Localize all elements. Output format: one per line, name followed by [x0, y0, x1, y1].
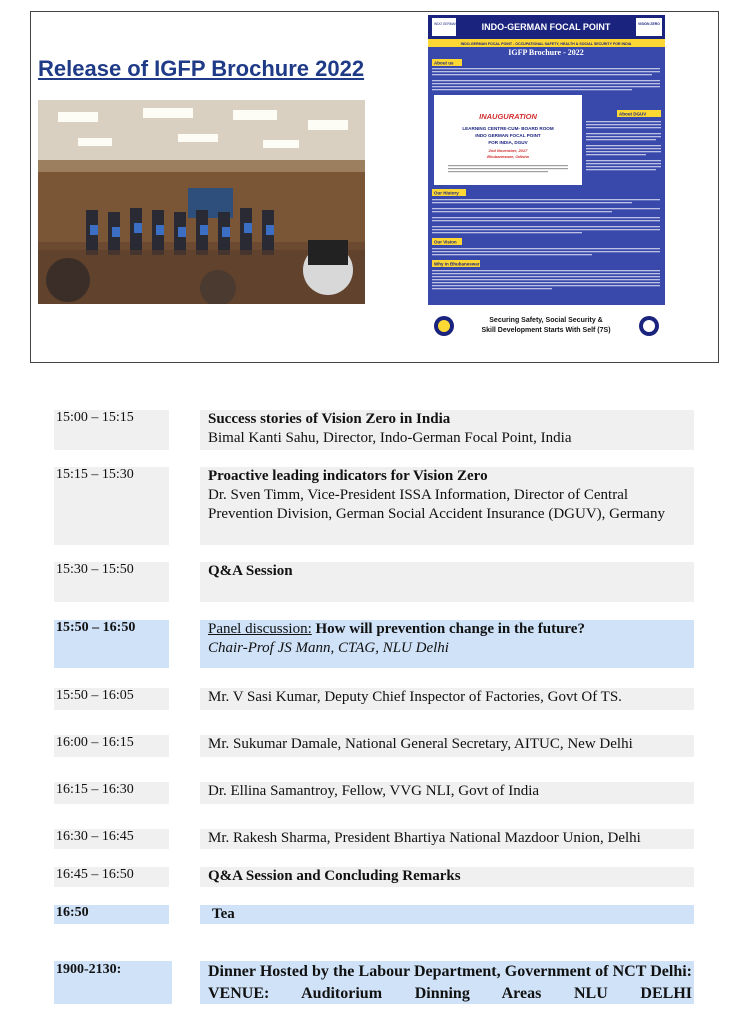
agenda-time-cell	[54, 688, 169, 710]
agenda-row	[54, 867, 694, 887]
brochure-footer-line1: Securing Safety, Social Security &	[489, 317, 603, 324]
agenda-title: Success stories of Vision Zero in India	[208, 411, 451, 427]
brochure-title: IGFP Brochure - 2022	[508, 48, 584, 57]
agenda-time-cell	[54, 905, 169, 924]
agenda-row	[54, 782, 694, 804]
brochure-section-history: Our History	[434, 190, 459, 196]
agenda-row	[54, 735, 694, 757]
agenda-time-cell	[54, 782, 169, 804]
brochure-footer-line2: Skill Development Starts With Self (7S)	[481, 327, 611, 334]
agenda-time-cell	[54, 467, 169, 545]
brochure-logo-right: VISION ZERO	[638, 22, 660, 26]
agenda-row-dinner	[54, 961, 694, 1004]
agenda-row	[54, 410, 694, 450]
agenda-desc-cell	[200, 562, 694, 602]
brochure-section-vision: Our Vision	[434, 239, 457, 245]
agenda-detail: Dr. Sven Timm, Vice-President ISSA Information, Director of Central Prevention Division, German Social Accident Insurance (DGUV), Germany	[208, 487, 665, 522]
agenda-desc-cell	[200, 961, 694, 1004]
agenda-title: Q&A Session	[208, 563, 293, 579]
release-title: Release of IGFP Brochure 2022	[38, 56, 365, 81]
agenda-desc-cell	[200, 467, 694, 545]
agenda-desc-cell	[200, 867, 694, 887]
brochure-inauguration-line3: FOR INDIA, DGUV	[488, 140, 528, 145]
brochure-section-about: About us	[434, 60, 454, 66]
panel-chair: Chair-Prof JS Mann, CTAG, NLU Delhi	[208, 640, 449, 656]
brochure-inauguration-line1: LEARNING CENTRE-CUM- BOARD ROOM	[462, 126, 554, 131]
agenda-desc-cell	[200, 782, 694, 804]
brochure-inauguration-line2: INDO GERMAN FOCAL POINT	[475, 133, 541, 138]
agenda-time: 16:30 – 16:45	[56, 829, 134, 844]
brochure-logo-left: INDO GERMAN FOCAL POINT	[434, 22, 479, 26]
brochure-inauguration-heading: INAUGURATION	[479, 112, 537, 121]
agenda-time-cell	[54, 620, 169, 668]
agenda-desc-cell	[200, 829, 694, 849]
agenda-time: 15:50 – 16:05	[56, 688, 134, 703]
agenda-detail: Mr. Sukumar Damale, National General Secretary, AITUC, New Delhi	[208, 736, 633, 752]
agenda-row-tea	[54, 905, 694, 924]
agenda-time: 16:45 – 16:50	[56, 867, 134, 882]
agenda-desc-cell	[200, 410, 694, 450]
panel-label: Panel discussion:	[208, 621, 312, 637]
brochure-header: INDO-GERMAN FOCAL POINT	[481, 22, 611, 32]
brochure-section-why: Why in Bhubaneswar	[434, 261, 480, 267]
agenda-time-cell	[54, 562, 169, 602]
agenda-detail: Mr. V Sasi Kumar, Deputy Chief Inspector of Factories, Govt Of TS.	[208, 689, 622, 705]
agenda-desc	[208, 620, 692, 658]
agenda-row-panel	[54, 620, 694, 668]
agenda-detail: Dr. Ellina Samantroy, Fellow, VVG NLI, Govt of India	[208, 783, 540, 799]
agenda-title: Q&A Session and Concluding Remarks	[208, 868, 461, 884]
agenda-desc	[208, 410, 692, 448]
agenda-time-cell	[54, 961, 172, 1004]
agenda-time-cell	[54, 829, 169, 849]
agenda-time: 16:15 – 16:30	[56, 782, 134, 797]
agenda-desc-cell	[200, 688, 694, 710]
agenda-time: 15:30 – 15:50	[56, 562, 134, 577]
agenda-detail: Mr. Rakesh Sharma, President Bhartiya National Mazdoor Union, Delhi	[208, 830, 641, 846]
agenda-time: 1900-2130:	[56, 962, 122, 977]
agenda-row	[54, 688, 694, 710]
agenda-time-cell	[54, 735, 169, 757]
brochure-inauguration-date: 2nd November, 2017	[488, 148, 528, 153]
agenda-time: 16:50	[56, 905, 89, 920]
agenda-row	[54, 467, 694, 545]
agenda-row	[54, 829, 694, 849]
brochure-inauguration-place: Bhubaneswar, Odisha	[487, 154, 529, 159]
agenda-detail: Tea	[212, 906, 235, 922]
panel-question: How will prevention change in the future?	[311, 621, 585, 637]
agenda-title: Proactive leading indicators for Vision Zero	[208, 468, 488, 484]
agenda-row	[54, 562, 694, 602]
agenda-desc-cell	[200, 905, 694, 924]
agenda-time: 15:15 – 15:30	[56, 467, 134, 482]
agenda-title: Dinner Hosted by the Labour Department, Government of NCT Delhi: VENUE: Auditorium Dinning Areas NLU DELHI	[208, 963, 692, 1002]
agenda-time: 15:00 – 15:15	[56, 410, 134, 425]
agenda-time: 15:50 – 16:50	[56, 620, 136, 635]
agenda-detail: Bimal Kanti Sahu, Director, Indo-German Focal Point, India	[208, 430, 572, 446]
agenda-desc-cell	[200, 735, 694, 757]
agenda-desc	[208, 467, 692, 524]
agenda-desc-cell	[200, 620, 694, 668]
agenda-time-cell	[54, 867, 169, 887]
agenda-time: 16:00 – 16:15	[56, 735, 134, 750]
brochure-subtitle: INDO-GERMAN FOCAL POINT - OCCUPATIONAL SAFETY, HEALTH & SOCIAL SECURITY FOR INDIA	[460, 42, 632, 46]
agenda-time-cell	[54, 410, 169, 450]
brochure-section-dguv: About DGUV	[619, 111, 647, 117]
